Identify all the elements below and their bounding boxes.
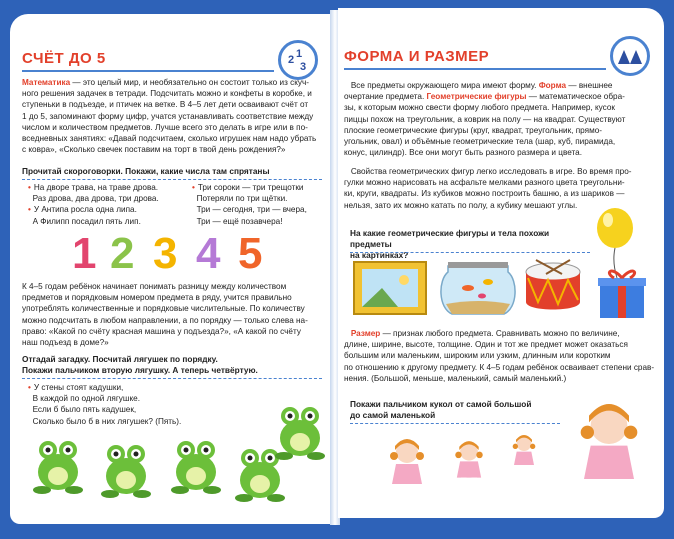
doll-icon — [452, 440, 486, 486]
divider — [22, 179, 322, 180]
size-paragraph: Размер — признак любого предмета. Сравнивать можно по величине, длине, ширине, высоте, толщине. Один и тот же предмет может оказаться большим или маленьким, широким или узким, длинным или коротким по отношению к другому предмету. К 4–5 годам ребёнок осваивает степени срав- нения. (Большой, меньше, маленький, самый маленький.) — [344, 329, 655, 383]
gift-box-icon — [594, 266, 650, 320]
right-page — [338, 8, 664, 518]
doll-icon — [510, 434, 538, 472]
frog-icon — [30, 432, 86, 496]
svg-text:1: 1 — [296, 48, 303, 60]
ordinal-paragraph: К 4–5 годам ребёнок начинает понимать разницу между количеством предметов и порядковым номером предмета в ряду, учится правильно употреблять количественные и порядковые числительные. По количеству можно подсчитать в любом направлении, а по порядку — только слева на- право: «Какой по счёту красная машина у подъезда?», «А какой по счёту наш подъезд в доме?» — [22, 282, 308, 348]
play-paragraph: Свойства геометрических фигур легко исследовать в игре. Во время про- гулки можно нарисовать на асфальте мелками разного цвета треугольни- ки, круги, квадраты. Из кубиков можно построить башню, а из шариков — нельзя, зато их можно катать по полу, а кубику мешают углы. — [344, 167, 632, 210]
geometry-term: Геометрические фигуры — [426, 92, 527, 102]
numbers-icon — [281, 43, 315, 77]
riddle-question: Отгадай загадку. Посчитай лягушек по порядку. Покажи пальчиком вторую лягушку. А теперь четвёртую. — [22, 354, 258, 376]
numbers-badge-icon — [278, 40, 318, 80]
aquarium-icon — [438, 258, 518, 318]
left-page — [10, 14, 332, 524]
tongue-twisters-right: • Три сороки — три трещотки Потеряли по три щётки. Три — сегодня, три — вчера, Три — ещё позавчера! — [192, 183, 307, 226]
divider — [350, 423, 560, 424]
frog-icon — [272, 398, 328, 462]
triangles-icon — [613, 39, 647, 73]
tongue-twister-question: Прочитай скороговорки. Покажи, какие числа там спрятаны — [22, 166, 270, 176]
digit-2: 2 — [110, 229, 135, 278]
right-page-title: ФОРМА И РАЗМЕР — [344, 48, 490, 65]
divider — [350, 252, 590, 253]
frog-icon — [168, 432, 224, 496]
picture-frame-icon — [352, 260, 428, 316]
digit-3: 3 — [153, 229, 178, 278]
left-page-title: СЧЁТ ДО 5 — [22, 50, 106, 67]
digit-1: 1 — [72, 229, 97, 278]
shapes-question: На какие геометрические фигуры и тела похожи предметы на картинках? — [350, 228, 550, 261]
form-paragraph: Все предметы окружающего мира имеют форму. Форма — внешнее очертание предмета. Геометрические фигуры — математическое обра- зы, к которым можно свести форму любого предмета. Например, кусок пиццы похож на треугольник, а коврик на полу — на квадрат. Существуют плоские геометрические фигуры (круг, квадрат, треугольник, прямо- угольник, овал) и объёмные геометрические тела (шар, куб, пирамида, конус, цилиндр). Все они могут быть разного размера и цвета. — [344, 81, 626, 158]
digit-5: 5 — [238, 229, 263, 278]
divider — [22, 378, 322, 379]
frog-icon — [98, 436, 154, 500]
right-title-underline — [344, 68, 606, 70]
tongue-twisters-left: • На дворе трава, на траве дрова. Раз дрова, два дрова, три дрова. • У Антипа росла одна липа. А Филипп посадил пять лип. — [28, 183, 159, 226]
size-term: Размер — [350, 329, 381, 338]
dolls-question: Покажи пальчиком кукол от самой большой до самой маленькой — [350, 399, 532, 421]
svg-text:3: 3 — [300, 61, 307, 73]
form-term: Форма — [538, 81, 567, 90]
digit-4: 4 — [196, 229, 221, 278]
left-title-underline — [22, 70, 274, 72]
intro-paragraph: Математика — это целый мир, и необязательно он состоит только из скуч- ного решения задачек в тетради. Подсчитать можно и конфеты в коробке, и ступеньки в подъезде, и птичек на ветке. В 4–5 лет дети осваивают счёт от 1 до 5, запоминают форму цифр, учатся устанавливать соответствие между числом и количеством предметов. Лучше всего это делать в игре или в по- вседневных занятиях: «Давай подсчитаем, сколько игрушек нам надо убрать с ковра», «Сколько свечек поставим на торт в твой день рождения?» — [22, 78, 317, 155]
shapes-badge-icon — [610, 36, 650, 76]
drum-icon — [522, 258, 584, 316]
intro-term: Математика — [22, 78, 71, 87]
riddle-poem: • У стены стоят кадушки, В каждой по одной лягушке. Если б было пять кадушек, Сколько было б в них лягушек? (Пять). — [28, 383, 182, 426]
doll-icon — [574, 402, 644, 496]
doll-icon — [386, 438, 428, 494]
svg-text:2: 2 — [288, 54, 295, 66]
